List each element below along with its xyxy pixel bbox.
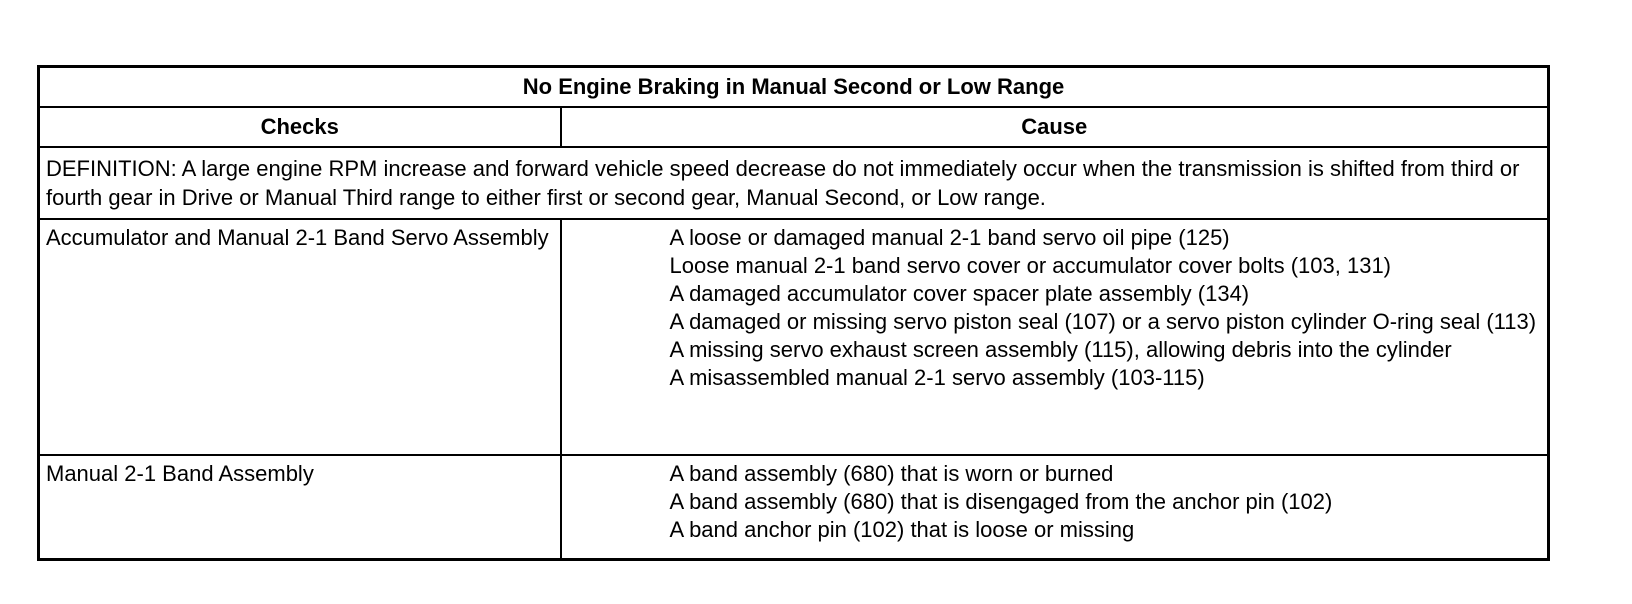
cause-header: Cause: [561, 107, 1549, 147]
diagnostic-table: [37, 65, 1550, 561]
cause-item: A band anchor pin (102) that is loose or missing: [669, 517, 1135, 542]
table-row: [39, 219, 1549, 455]
cause-item: A misassembled manual 2-1 servo assembly (103-115): [669, 365, 1205, 390]
cause-cell: [561, 219, 1549, 455]
cause-cell: [561, 455, 1549, 560]
header-row: [39, 107, 1549, 147]
definition-row: [39, 147, 1549, 219]
title-row: [39, 67, 1549, 108]
table-title: No Engine Braking in Manual Second or Low Range: [39, 67, 1549, 108]
check-cell: Manual 2-1 Band Assembly: [39, 455, 561, 560]
cause-item: A damaged or missing servo piston seal (107) or a servo piston cylinder O-ring seal (113): [669, 309, 1537, 334]
cause-item: A damaged accumulator cover spacer plate assembly (134): [669, 281, 1250, 306]
cause-item: A missing servo exhaust screen assembly (115), allowing debris into the cylinder: [669, 337, 1452, 362]
checks-header: Checks: [39, 107, 561, 147]
definition-text: DEFINITION: A large engine RPM increase and forward vehicle speed decrease do not immediately occur when the transmission is shifted from third or fourth gear in Drive or Manual Third range to either first or second gear, Manual Second, or Low range.: [39, 147, 1549, 219]
cause-item: Loose manual 2-1 band servo cover or accumulator cover bolts (103, 131): [669, 253, 1391, 278]
cause-item: A loose or damaged manual 2-1 band servo oil pipe (125): [669, 225, 1230, 250]
cause-item: A band assembly (680) that is disengaged from the anchor pin (102): [669, 489, 1333, 514]
check-cell: Accumulator and Manual 2-1 Band Servo Assembly: [39, 219, 561, 455]
table-row: [39, 455, 1549, 560]
cause-item: A band assembly (680) that is worn or burned: [669, 461, 1114, 486]
